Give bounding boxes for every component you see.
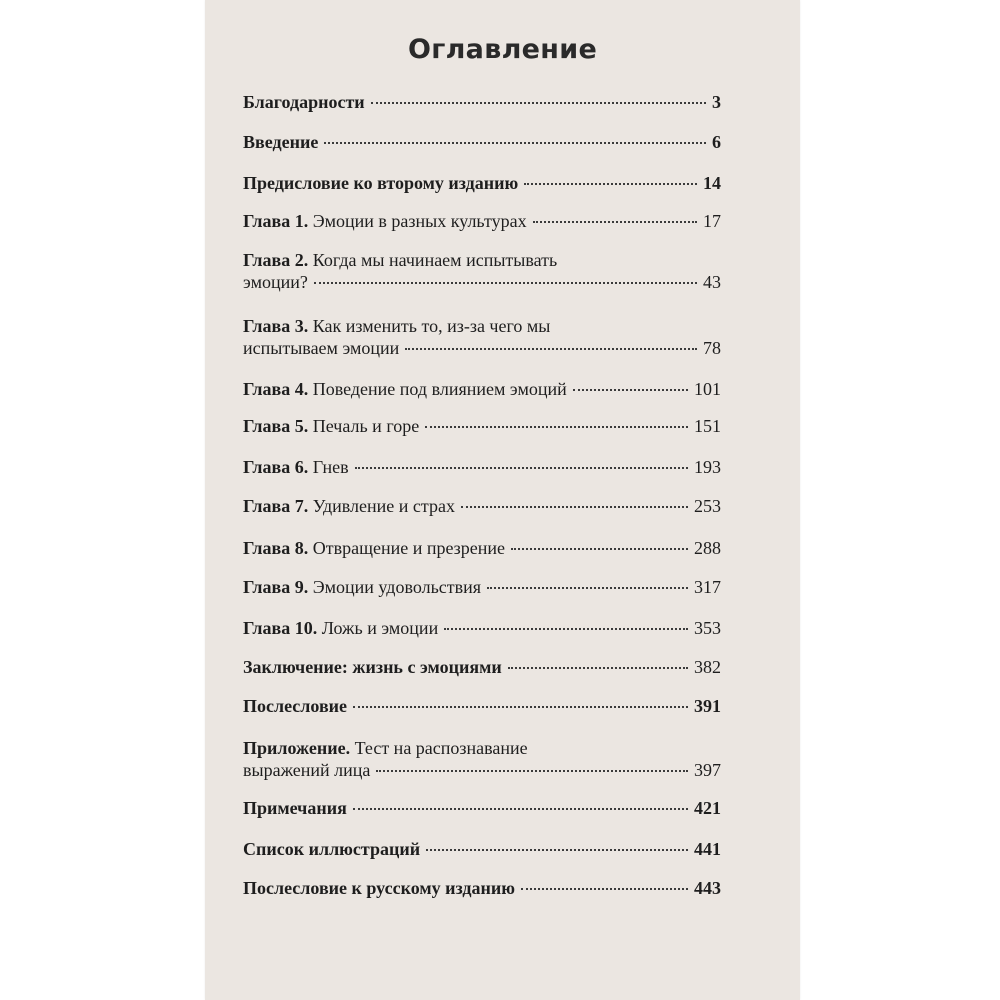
toc-entry-chapter-2[interactable] <box>243 249 721 293</box>
page-number: 397 <box>694 760 721 780</box>
dot-leader <box>524 183 697 185</box>
chapter-label: Глава 3. <box>243 316 309 336</box>
chapter-label: Глава 9. <box>243 577 309 597</box>
toc-entry-afterword[interactable] <box>243 695 721 717</box>
chapter-title-continued: испытываем эмоции <box>243 338 400 358</box>
dot-leader <box>521 888 688 890</box>
page-number: 43 <box>703 272 721 292</box>
dot-leader <box>425 426 688 428</box>
dot-leader <box>376 770 688 772</box>
page-number: 101 <box>694 379 721 399</box>
toc-entry-chapter-3[interactable] <box>243 315 721 359</box>
toc-entry-chapter-1[interactable] <box>243 210 721 232</box>
toc-entry-notes[interactable] <box>243 797 721 819</box>
page-number: 17 <box>703 211 721 231</box>
toc-entry-chapter-4[interactable] <box>243 378 721 400</box>
page-number: 288 <box>694 538 721 558</box>
dot-leader <box>314 282 697 284</box>
page-number: 317 <box>694 577 721 597</box>
chapter-title: Печаль и горе <box>312 416 420 436</box>
toc-entry-introduction[interactable] <box>243 131 721 153</box>
chapter-title: Эмоции удовольствия <box>312 577 482 597</box>
entry-label: Примечания <box>243 798 347 818</box>
chapter-label: Глава 1. <box>243 211 309 231</box>
toc-entry-chapter-9[interactable] <box>243 576 721 598</box>
entry-label: Список иллюстраций <box>243 839 421 859</box>
toc-entry-acknowledgements[interactable] <box>243 91 721 113</box>
dot-leader <box>444 628 688 630</box>
appendix-title: Тест на распознавание <box>354 738 528 758</box>
chapter-title: Поведение под влиянием эмоций <box>312 379 567 399</box>
dot-leader <box>533 221 697 223</box>
page-number: 253 <box>694 496 721 516</box>
toc-entry-chapter-5[interactable] <box>243 415 721 437</box>
toc-entry-conclusion[interactable] <box>243 656 721 678</box>
entry-label: Послесловие <box>243 696 348 716</box>
dot-leader <box>371 102 706 104</box>
page-number: 193 <box>694 457 721 477</box>
page-number: 78 <box>703 338 721 358</box>
entry-label: Предисловие ко второму изданию <box>243 173 519 193</box>
page-number: 391 <box>694 696 721 716</box>
entry-label: Благодарности <box>243 92 365 112</box>
dot-leader <box>461 506 688 508</box>
page-number: 441 <box>694 839 721 859</box>
chapter-title: Отвращение и презрение <box>312 538 506 558</box>
chapter-label: Глава 10. <box>243 618 318 638</box>
chapter-title: Удивление и страх <box>312 496 455 516</box>
chapter-label: Глава 5. <box>243 416 309 436</box>
chapter-title: Гнев <box>312 457 349 477</box>
dot-leader <box>508 667 688 669</box>
page-title: Оглавление <box>407 34 598 65</box>
toc-entry-appendix[interactable] <box>243 737 721 781</box>
dot-leader <box>426 849 688 851</box>
book-page <box>205 0 800 1000</box>
appendix-label: Приложение. <box>243 738 351 758</box>
appendix-title-continued: выражений лица <box>243 760 371 780</box>
dot-leader <box>324 142 706 144</box>
dot-leader <box>573 389 688 391</box>
dot-leader <box>355 467 688 469</box>
page-number: 6 <box>712 132 721 152</box>
dot-leader <box>487 587 688 589</box>
page-number: 14 <box>703 173 721 193</box>
dot-leader <box>353 808 688 810</box>
toc-entry-russian-edition-afterword[interactable] <box>243 877 721 899</box>
page-number: 382 <box>694 657 721 677</box>
page-number: 151 <box>694 416 721 436</box>
entry-label: Послесловие к русскому изданию <box>243 878 516 898</box>
chapter-title: Эмоции в разных культурах <box>312 211 527 231</box>
chapter-label: Глава 7. <box>243 496 309 516</box>
chapter-title-continued: эмоции? <box>243 272 308 292</box>
page-number: 353 <box>694 618 721 638</box>
chapter-label: Глава 4. <box>243 379 309 399</box>
entry-label: Заключение: жизнь с эмоциями <box>243 657 502 677</box>
chapter-title: Когда мы начинаем испытывать <box>312 250 558 270</box>
chapter-label: Глава 6. <box>243 457 309 477</box>
chapter-title: Как изменить то, из-за чего мы <box>312 316 551 336</box>
entry-label: Введение <box>243 132 319 152</box>
toc-entry-list-of-illustrations[interactable] <box>243 838 721 860</box>
toc-entry-preface-second-edition[interactable] <box>243 172 721 194</box>
toc-entry-chapter-6[interactable] <box>243 456 721 478</box>
dot-leader <box>353 706 688 708</box>
toc-entry-chapter-10[interactable] <box>243 617 721 639</box>
toc-entry-chapter-8[interactable] <box>243 537 721 559</box>
chapter-label: Глава 2. <box>243 250 309 270</box>
chapter-label: Глава 8. <box>243 538 309 558</box>
page-number: 3 <box>712 92 721 112</box>
dot-leader <box>511 548 688 550</box>
dot-leader <box>405 348 697 350</box>
page-number: 443 <box>694 878 721 898</box>
chapter-title: Ложь и эмоции <box>321 618 439 638</box>
toc-entry-chapter-7[interactable] <box>243 495 721 517</box>
page-number: 421 <box>694 798 721 818</box>
